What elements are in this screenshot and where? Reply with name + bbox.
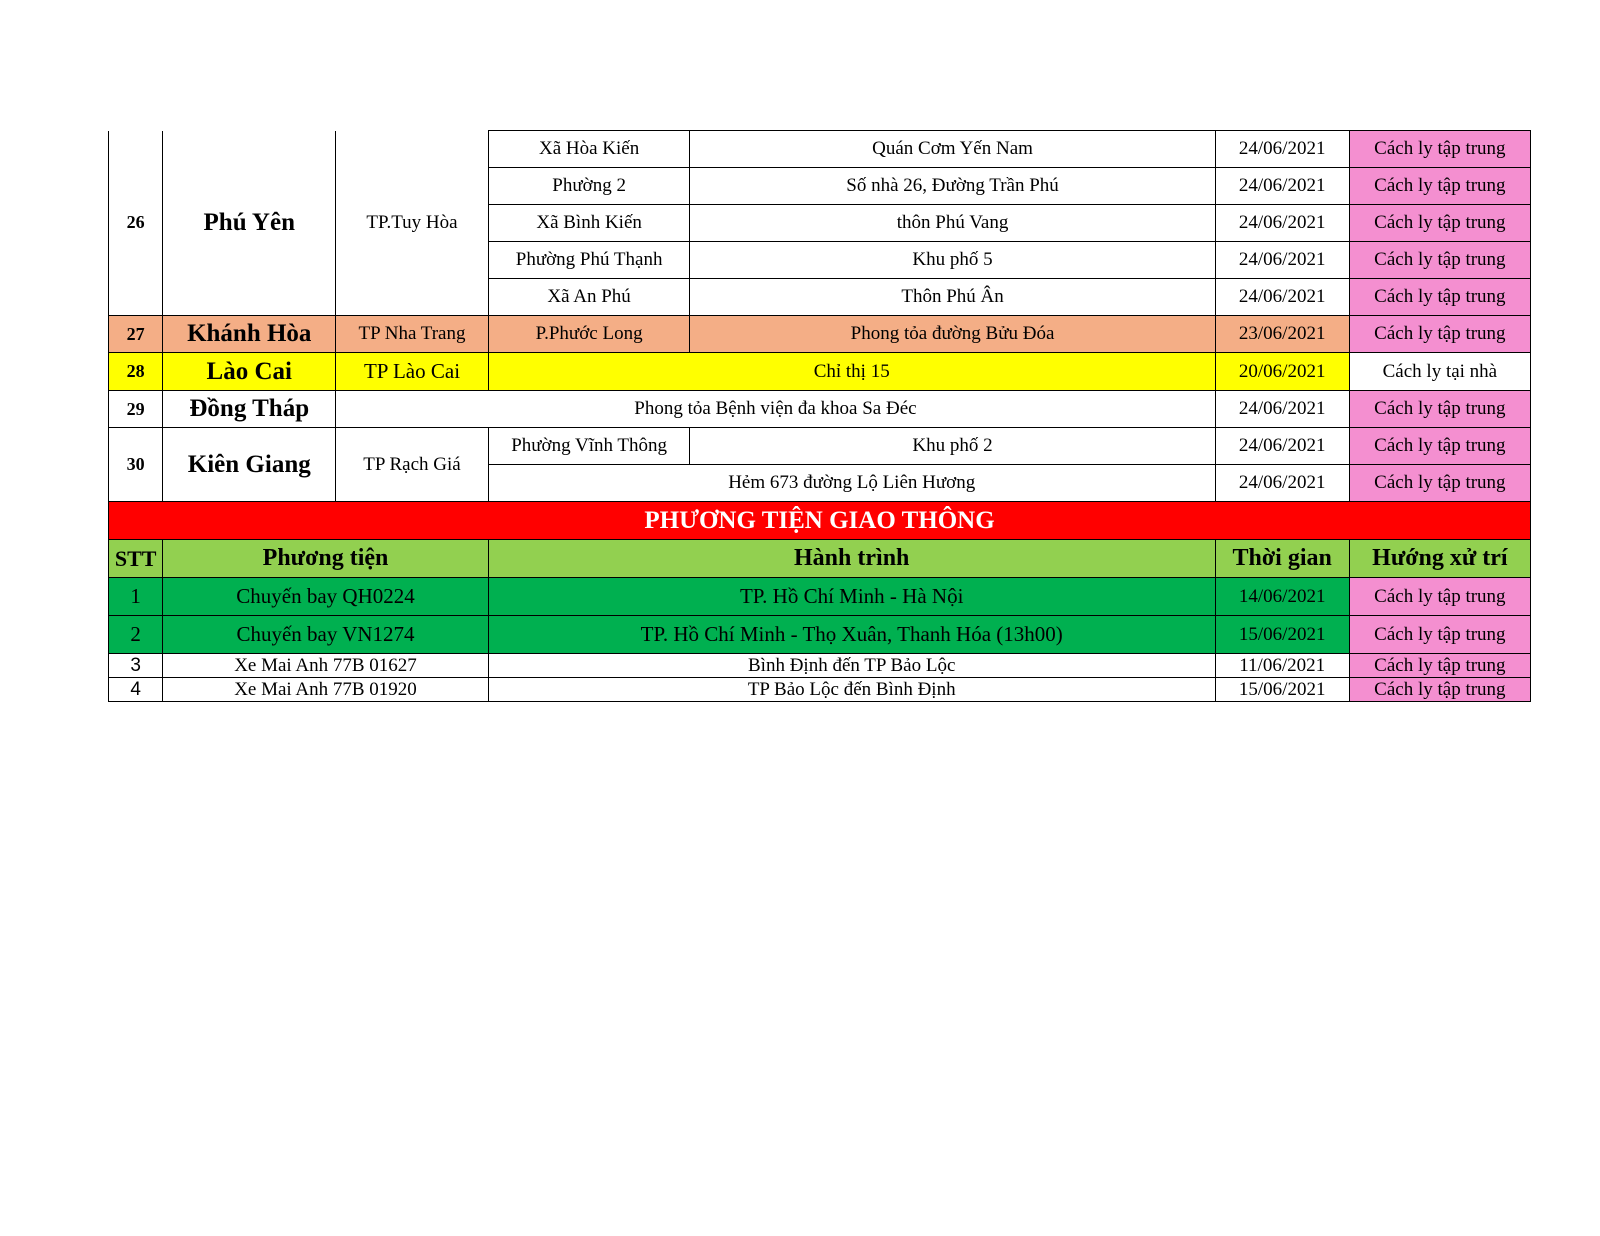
province-cell: Lào Cai <box>163 353 336 391</box>
stt-cell: 1 <box>109 578 163 616</box>
date-cell: 24/06/2021 <box>1215 428 1349 465</box>
date-cell: 15/06/2021 <box>1215 678 1349 702</box>
action-cell: Cách ly tập trung <box>1349 205 1530 242</box>
table-row <box>109 316 1531 353</box>
header-vehicle: Phương tiện <box>163 540 489 578</box>
action-cell: Cách ly tập trung <box>1349 465 1530 502</box>
city-cell: TP.Tuy Hòa <box>336 131 489 316</box>
city-cell: TP Rạch Giá <box>336 428 489 502</box>
date-cell: 11/06/2021 <box>1215 654 1349 678</box>
transport-row <box>109 654 1531 678</box>
table-row <box>109 391 1531 428</box>
action-cell: Cách ly tập trung <box>1349 316 1530 353</box>
province-cell: Phú Yên <box>163 131 336 316</box>
ward-cell: P.Phước Long <box>488 316 690 353</box>
action-cell: Cách ly tập trung <box>1349 678 1530 702</box>
route-cell: TP. Hồ Chí Minh - Hà Nội <box>488 578 1215 616</box>
stt-cell: 27 <box>109 316 163 353</box>
quarantine-table-sheet <box>108 130 1531 702</box>
place-cell: Khu phố 5 <box>690 242 1215 279</box>
province-cell: Kiên Giang <box>163 428 336 502</box>
date-cell: 20/06/2021 <box>1215 353 1349 391</box>
stt-cell: 3 <box>109 654 163 678</box>
vehicle-cell: Xe Mai Anh 77B 01920 <box>163 678 489 702</box>
action-cell: Cách ly tại nhà <box>1349 353 1530 391</box>
header-route: Hành trình <box>488 540 1215 578</box>
ward-cell: Xã Hòa Kiến <box>488 131 690 168</box>
date-cell: 24/06/2021 <box>1215 205 1349 242</box>
header-stt: STT <box>109 540 163 578</box>
route-cell: TP. Hồ Chí Minh - Thọ Xuân, Thanh Hóa (13h00) <box>488 616 1215 654</box>
transport-row <box>109 678 1531 702</box>
date-cell: 24/06/2021 <box>1215 391 1349 428</box>
route-cell: Bình Định đến TP Bảo Lộc <box>488 654 1215 678</box>
action-cell: Cách ly tập trung <box>1349 242 1530 279</box>
date-cell: 24/06/2021 <box>1215 131 1349 168</box>
date-cell: 15/06/2021 <box>1215 616 1349 654</box>
date-cell: 24/06/2021 <box>1215 168 1349 205</box>
place-cell: Số nhà 26, Đường Trần Phú <box>690 168 1215 205</box>
table-row <box>109 353 1531 391</box>
date-cell: 14/06/2021 <box>1215 578 1349 616</box>
place-cell: Phong tỏa Bệnh viện đa khoa Sa Đéc <box>336 391 1215 428</box>
date-cell: 24/06/2021 <box>1215 279 1349 316</box>
transport-row <box>109 578 1531 616</box>
ward-cell: Phường Vĩnh Thông <box>488 428 690 465</box>
place-cell: thôn Phú Vang <box>690 205 1215 242</box>
section-title: PHƯƠNG TIỆN GIAO THÔNG <box>109 502 1531 540</box>
place-cell: Quán Cơm Yến Nam <box>690 131 1215 168</box>
date-cell: 24/06/2021 <box>1215 242 1349 279</box>
place-cell: Phong tỏa đường Bửu Đóa <box>690 316 1215 353</box>
date-cell: 23/06/2021 <box>1215 316 1349 353</box>
date-cell: 24/06/2021 <box>1215 465 1349 502</box>
place-cell: Thôn Phú Ân <box>690 279 1215 316</box>
route-cell: TP Bảo Lộc đến Bình Định <box>488 678 1215 702</box>
section-header-row <box>109 502 1531 540</box>
action-cell: Cách ly tập trung <box>1349 131 1530 168</box>
action-cell: Cách ly tập trung <box>1349 616 1530 654</box>
action-cell: Cách ly tập trung <box>1349 391 1530 428</box>
stt-cell: 26 <box>109 131 163 316</box>
province-cell: Khánh Hòa <box>163 316 336 353</box>
province-cell: Đồng Tháp <box>163 391 336 428</box>
city-cell: TP Nha Trang <box>336 316 489 353</box>
action-cell: Cách ly tập trung <box>1349 428 1530 465</box>
ward-cell: Phường Phú Thạnh <box>488 242 690 279</box>
stt-cell: 30 <box>109 428 163 502</box>
transport-header-row <box>109 540 1531 578</box>
header-action: Hướng xử trí <box>1349 540 1530 578</box>
place-cell: Khu phố 2 <box>690 428 1215 465</box>
ward-cell: Xã Bình Kiến <box>488 205 690 242</box>
action-cell: Cách ly tập trung <box>1349 168 1530 205</box>
city-cell: TP Lào Cai <box>336 353 489 391</box>
vehicle-cell: Chuyến bay VN1274 <box>163 616 489 654</box>
ward-cell: Xã An Phú <box>488 279 690 316</box>
quarantine-table <box>108 130 1531 702</box>
header-time: Thời gian <box>1215 540 1349 578</box>
vehicle-cell: Chuyến bay QH0224 <box>163 578 489 616</box>
table-row <box>109 428 1531 465</box>
stt-cell: 2 <box>109 616 163 654</box>
stt-cell: 28 <box>109 353 163 391</box>
ward-cell: Phường 2 <box>488 168 690 205</box>
place-cell: Chỉ thị 15 <box>488 353 1215 391</box>
place-cell: Hẻm 673 đường Lộ Liên Hương <box>488 465 1215 502</box>
transport-row <box>109 616 1531 654</box>
action-cell: Cách ly tập trung <box>1349 279 1530 316</box>
stt-cell: 4 <box>109 678 163 702</box>
action-cell: Cách ly tập trung <box>1349 578 1530 616</box>
stt-cell: 29 <box>109 391 163 428</box>
table-row <box>109 131 1531 168</box>
vehicle-cell: Xe Mai Anh 77B 01627 <box>163 654 489 678</box>
action-cell: Cách ly tập trung <box>1349 654 1530 678</box>
